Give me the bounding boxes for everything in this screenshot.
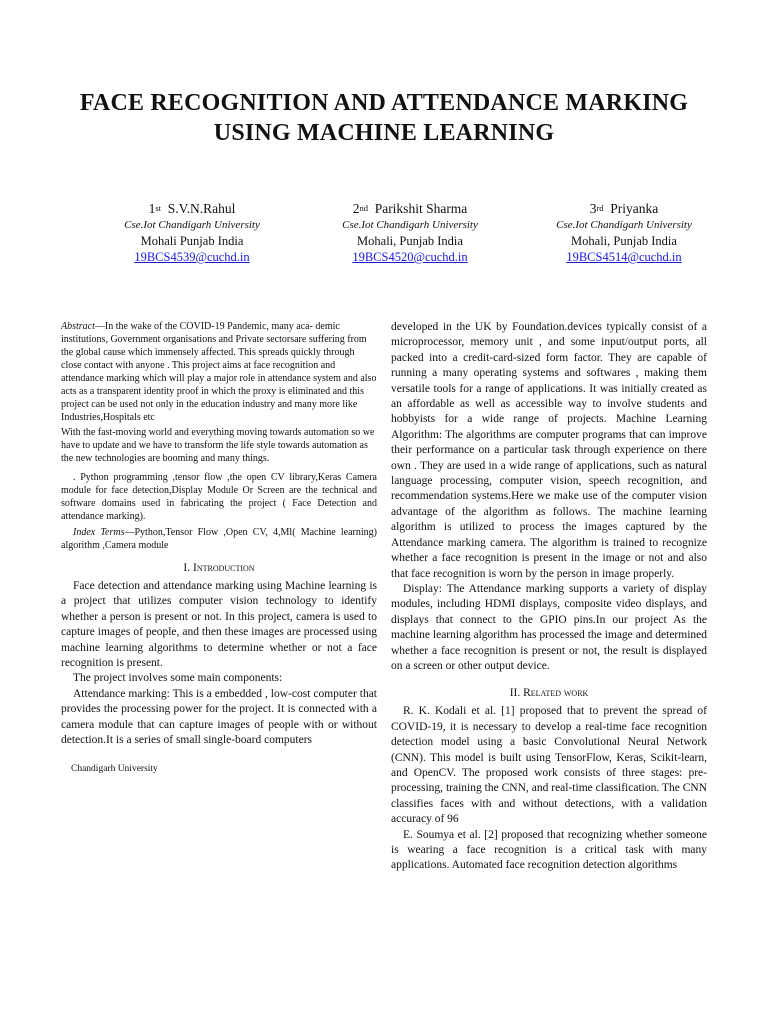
right-column bbox=[391, 320, 707, 874]
footnote: Chandigarh University bbox=[71, 764, 158, 775]
title-line-1: FACE RECOGNITION AND ATTENDANCE MARKING bbox=[79, 90, 689, 116]
author-block-1 bbox=[92, 201, 292, 265]
author-block-2 bbox=[310, 201, 510, 265]
intro-paragraph-1: Face detection and attendance marking using Machine learning is a project that utilizes computer vision technology to identify whether a person is present or not. In this project, camera is used to capture images of people, and then these images are processed using machine learning algorithms to determine whether or not a face recognition is present. bbox=[61, 580, 377, 670]
index-terms-label: Index Terms bbox=[73, 527, 125, 538]
body-paragraph-continued: developed in the UK by Foundation.devices typically consist of a microprocessor, memory unit , and some input/output ports, all packed into a credit-card-sized form factor. They are capable of running a many operating systems and softwares , making them versatile tools for a range of applications. It was initially created as an affordable as well as accessible way to involve students and hobbyists for a wide range of projects. Machine Learning Algorithm: The algorithms are computer programs that can improve their performance on a particular task through experience on there own . They are used in a wide range of applications, such as natural language processing, computer vision, speech recognition, and recommendation systems.Here we make use of the computer vision advantage of the algorithm as follows. The machine learning algorithm is utilized to process the images captured by the Attendance marking camera. The algorithm is trained to recognize whether a face recognition is present in the image or not and also that face recognition is worn by the person in image properly. bbox=[391, 321, 707, 580]
display-paragraph: Display: The Attendance marking supports a variety of display modules, including HDMI displays, composite video displays, and displays that connect to the GPIO pins.In our project As the machine learning algorithm has processed the image and determined whether a face recognition is present or not, the result is displayed on a screen or other output device. bbox=[391, 582, 707, 672]
author-email-link[interactable]: 19BCS4520@cuchd.in bbox=[352, 250, 468, 264]
author-name: 1st S.V.N.Rahul bbox=[148, 201, 236, 216]
author-affiliation: Cse.Iot Chandigarh University bbox=[556, 219, 692, 231]
section-heading-related-work: II. Related work bbox=[509, 687, 589, 700]
abstract-paragraph: Abstract—In the wake of the COVID-19 Pandemic, many aca- demic institutions, Government organisations and Private sectorsare suffering from the global cause which immensely affected. This spreads quickly through close contact with anyone . This project aims at face recognition and attendance marking which will play a major role in attendance system and also acts as a transparent identity proof in which the proxy is eliminated and this project can be used not only in the education industry and many more like Industries,Hospitals etc bbox=[61, 321, 377, 423]
author-email-link[interactable]: 19BCS4539@cuchd.in bbox=[134, 250, 250, 264]
abstract-label: Abstract bbox=[61, 321, 95, 332]
author-name: 3rd Priyanka bbox=[589, 201, 659, 216]
section-heading-introduction: I. Introduction bbox=[183, 562, 255, 574]
related-work-paragraph-1: R. K. Kodali et al. [1] proposed that to prevent the spread of COVID-19, it is necessary to develop a real-time face recognition detection model using a basic Convolutional Neural Network (CNN). This model is built using TensorFlow, Keras, Scikit-learn, and OpenCV. The proposed work consists of three stages: pre-processing, training the CNN, and real-time classification. The CNN classifies faces with and without detections, with a validation accuracy of 96 bbox=[391, 705, 707, 826]
author-email-link[interactable]: 19BCS4514@cuchd.in bbox=[566, 250, 682, 264]
related-work-paragraph-2: E. Soumya et al. [2] proposed that recognizing whether someone is wearing a face recognition is a critical task with many applications. Automated face recognition detection algorithms bbox=[391, 828, 707, 872]
author-affiliation: Cse.Iot Chandigarh University bbox=[342, 219, 478, 231]
abstract-paragraph-2: With the fast-moving world and everything moving towards automation so we have to update and we have to transform the life style towards automation as the new technologies are booming and many things. bbox=[61, 427, 375, 464]
author-location: Mohali Punjab India bbox=[140, 234, 244, 248]
left-column bbox=[61, 320, 377, 775]
intro-paragraph-3: Attendance marking: This is a embedded , low-cost computer that provides the processing power for the project. It is connected with a camera module that can capture images of people with or without detection.It is a series of small single-board computers bbox=[61, 687, 377, 747]
abstract-paragraph-3: . Python programming ,tensor flow ,the open CV library,Keras Camera module for face detection,Display Module Or Screen are the technical and software domains used in fabricating the project ( Face Detection and attendance marking). bbox=[61, 472, 377, 522]
author-location: Mohali, Punjab India bbox=[571, 234, 677, 248]
author-affiliation: Cse.Iot Chandigarh University bbox=[124, 219, 260, 231]
intro-paragraph-2: The project involves some main components: bbox=[73, 672, 283, 685]
author-block-3 bbox=[524, 201, 724, 265]
title-line-2: USING MACHINE LEARNING bbox=[213, 120, 555, 146]
author-name: 2nd Parikshit Sharma bbox=[352, 201, 468, 216]
author-location: Mohali, Punjab India bbox=[357, 234, 463, 248]
index-terms: Index Terms—Python,Tensor Flow ,Open CV, 4,Ml( Machine learning) algorithm ,Camera module bbox=[61, 527, 377, 551]
paper-title bbox=[40, 88, 728, 148]
